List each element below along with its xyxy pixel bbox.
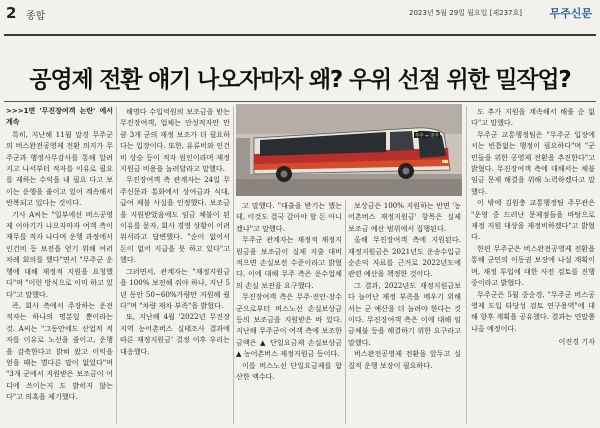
article-column-4 bbox=[348, 200, 461, 426]
paragraph: 한편 무주군은 버스완전공영제 전환을 통해 군민의 이동권 보장에 나설 계획이며, 재정 투입에 대한 사전 검토를 진행 중이라고 밝혔다. bbox=[471, 243, 595, 288]
paragraph: 무주군은 5월 중순경, "무주군 버스공영제 도입 타당성 검토 연구용역"에 대해 향후 계획을 공유했다. 결과는 연말쯤 나올 예정이다. bbox=[471, 289, 595, 333]
paragraph: 기사 A씨는 "일부에선 버스공영제 이야기가 나오자마자 여객 측이 재무를 적자 나다며 운행 과정에서 인건비 등 보전을 얻기 위해 여러 차례 회의를 했다"면서 "무주군 운행에 대해 재정적 지원을 요청했다"며 "이런 방식으로 이미 하고 있다"고 말했다. bbox=[6, 209, 113, 299]
paragraph: 해명다 수입억원의 보조금을 받는 무진장여객, 업체는 안성적자만 만큼 3개 군의 재정 보조가 더 필요하다는 입장이다. 또한, 유류비와 인건비 상승 등이 적자 원인이라며 재정지원금 비용을 늘려달라고 말했다. bbox=[120, 107, 230, 174]
bus-illustration bbox=[236, 104, 462, 196]
newspaper-name: 무주신문 bbox=[549, 7, 592, 20]
column-divider bbox=[345, 200, 346, 424]
column-divider bbox=[233, 106, 234, 424]
paragraph: 이를 버스노선 단일요금제를 합산한 액수다. bbox=[236, 360, 342, 382]
article-column-5 bbox=[471, 106, 595, 424]
paragraph: 버스완전공영제 전환을 앞두고 실질적 운행 보장이 필요하다. bbox=[348, 349, 461, 370]
headline-rule bbox=[4, 101, 596, 102]
page-number: 2 bbox=[6, 4, 17, 22]
paragraph: 무주군 교통행정팀은 "무주군 입장에서는 빈틈없는 행정이 필요하다"며 "군민들을 위한 공영제 전환을 추진한다"고 밝혔다. 무진장여객 측에 대해서는 체불 임금 문제 해결을 위해 노력하겠다고 말했다. bbox=[471, 129, 595, 196]
paragraph: 무진장여객 측 관계자는 24일 무주신문과 통화에서 상여금과 식대, 급여 체불 사실을 인정했다. 보조금을 지원받았음에도 임금 체불이 된 이유를 묻자, 회사 경영 상황이 어려워서라고 답변했다. "순이 없어서 돈이 없어 지급을 못 하고 있다"고 했다. bbox=[120, 175, 230, 265]
paragraph: 이 밖에 김원충 교통행정팀 주무관은 "운영 중 드러난 문제점들을 바탕으로 재정 지원 대상을 재정비하겠다"고 밝혔다. bbox=[471, 198, 595, 242]
paragraph: 특히, 지난해 11월 말경 무주군의 버스완전공영제 전환 의지가 무주군과 행정사무감사를 통해 알려지고 나서부터 적자를 이유로 필요를 제하는 수익을 내 필요 다고 보이는 운행을 줄이고 있어 계속해서 반복되고 있다는 것이다. bbox=[6, 129, 113, 208]
article-column-3 bbox=[236, 200, 342, 426]
date-line: 2023년 5월 29일 월요일 [제237호] bbox=[409, 9, 522, 17]
paragraph: 즉, 회사 측에서 주장하는 운전 적자는 하나의 명분일 뿐이라는 것. A씨는 "그동안에도 산업적 적자를 이유로 노선을 줄이고, 운행을 감축한다고 밝혀 왔고 이익을 얻을 때는 별다른 말이 없었다"며 "3개 군에서 지원받은 보조금이 어디에 쓰이는지 도 밝히지 않는다"고 의혹을 제기했다. bbox=[6, 300, 113, 402]
paragraph: 무진장여객 측은 무주·진안·장수군으로부터 버스노선 손실보상금 등의 보조금을 지원받은 바 있다. 지난해 무주군이 여객 측에 보조한 금액은 ▲ 단일요금제 손실보상금 ▲ 농어촌버스 재정지원금 등이다. bbox=[236, 292, 342, 359]
byline: 이진경 기자 bbox=[558, 337, 595, 347]
article-column-1 bbox=[6, 106, 113, 424]
paragraph: 올해 무진장여객 측에 지원된다. 재정지원금은 2021년도 운송수입금 순손익 자료를 근거로 2022년도에 관련 예산을 책정한 것이다. bbox=[348, 235, 461, 279]
headline: 공영제 전환 얘기 나오자마자 왜? 우위 선점 위한 밀작업? bbox=[29, 67, 571, 93]
route-sign: 무주 ↔ 전주 bbox=[414, 134, 440, 139]
paragraph: 그러면서, 관계자는 "재정지원금을 100% 보전해 줘야 하나, 지난 5년 동안 50~60%가량만 지원해 줬다"며 "차량 재차 부족"을 밝혔다. bbox=[120, 266, 230, 310]
paragraph: 도 추가 지원을 계속해서 해줄 순 없다"고 말했다. bbox=[471, 107, 595, 128]
paragraph: 또, 지난해 4월 '2022년 무진장지역 농어촌버스 실태조사 결과에 따른 재정지원금' 결정 이후 우리는 대응했다. bbox=[120, 312, 230, 356]
paragraph: 고 말했다. "대출을 받기는 했는데, 이것도 결국 갚아야 할 돈 아니겠냐"고 말했다. bbox=[236, 201, 342, 233]
bus-photo bbox=[236, 104, 462, 196]
paragraph: 보상금은 100% 지원하는 반면 '농어촌버스 재정지원금' 항목은 실제 보조금 예산 범위에서 집행된다. bbox=[348, 201, 461, 233]
header-rule bbox=[4, 34, 596, 36]
section-label: 종합 bbox=[26, 11, 46, 22]
paragraph: 그 결과, 2022년도 재정지원금보다 늘어난 재정 부족을 메우기 위해서는 군 예산을 더 늘려야 한다는 것이다. 무진장여객 측은 이에 대해 임금체불 등을 해결하기 위한 요구라고 말했다. bbox=[348, 280, 461, 347]
paragraph: 무주군 관계자는 재정적 재정지원금을 보조금이 실제 지출 대비 적으면 손실보전 수준이라고 밝혔다. 이에 대해 무주 측은 운수업체의 손실 보전을 요구했다. bbox=[236, 235, 342, 290]
article-column-2 bbox=[120, 106, 230, 424]
column-divider bbox=[466, 106, 467, 424]
page-header bbox=[0, 0, 600, 46]
column-divider bbox=[116, 106, 117, 424]
continuation-note: >>>1면 '무진장여객 논란' 에서 계속 bbox=[6, 107, 113, 127]
